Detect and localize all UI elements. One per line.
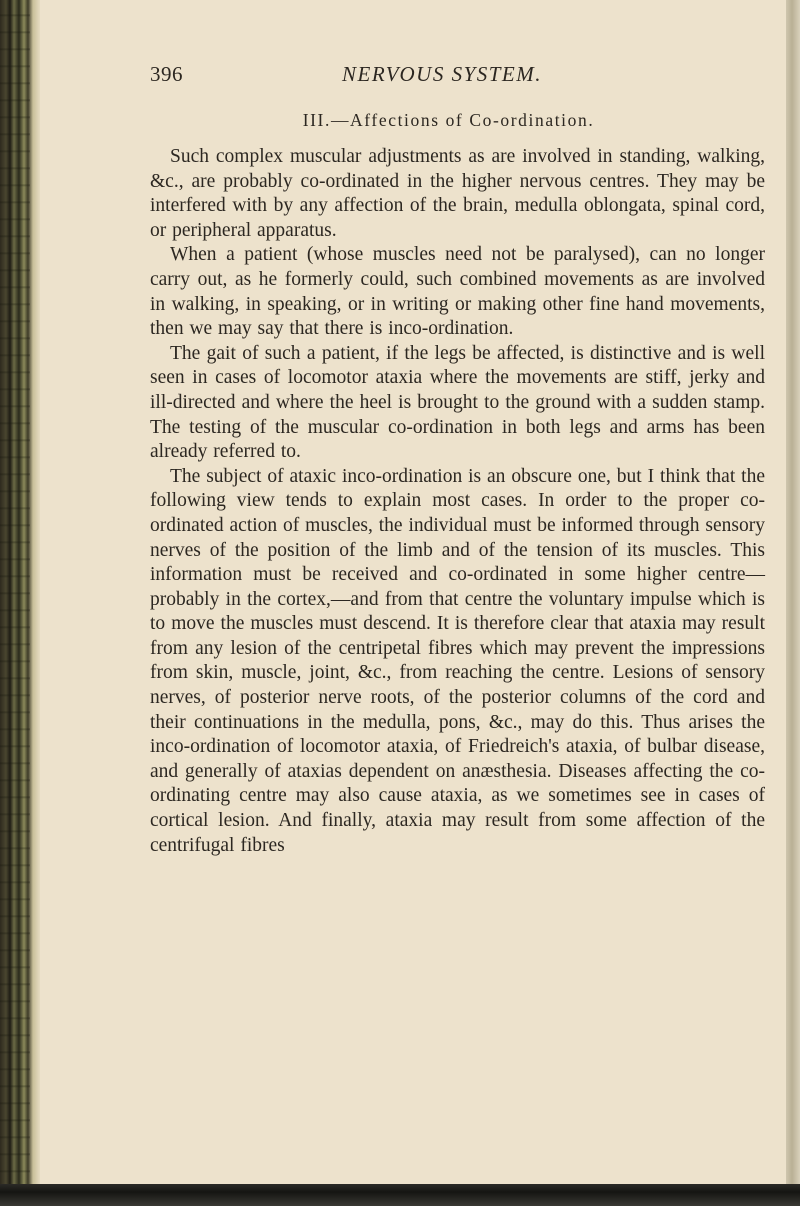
paragraph: The subject of ataxic inco-ordination is an obscure one, but I think that the following view tends to explain most cases. In order to the proper co-ordinated action of muscles, the individual must be informed through sensory nerves of the position of the limb and of the tension of its muscles. This information must be received and co-ordinated in some higher centre—probably in the cortex,—and from that centre the voluntary impulse which is to move the muscles must descend. It is therefore clear that ataxia may result from any lesion of the centripetal fibres which may prevent the impressions from skin, muscle, joint, &c., from reaching the centre. Lesions of sensory nerves, of posterior nerve roots, of the posterior columns of the cord and their continuations in the medulla, pons, &c., may do this. Thus arises the inco-ordination of locomotor ataxia, of Friedreich's ataxia, of bulbar disease, and generally of ataxias dependent on anæsthesia. Diseases affecting the co-ordinating centre may also cause ataxia, as we sometimes see in cases of cortical lesion. And finally, ataxia may result from some affection of the centrifugal fibres — [150, 465, 765, 856]
page-bottom-edge — [0, 1184, 800, 1206]
binding-texture — [0, 0, 30, 1206]
paragraph: The gait of such a patient, if the legs be affected, is distinctive and is well seen in cases of locomotor ataxia where the movements are stiff, jerky and ill-directed and where the heel is brought to the ground with a sudden stamp. The testing of the muscular co-ordination in both legs and arms has been already referred to. — [150, 342, 765, 463]
paragraph: When a patient (whose muscles need not be paralysed), can no longer carry out, as he formerly could, such combined movements as are involved in walking, in speaking, or in writing or making other fine hand movements, then we may say that there is inco-ordination. — [150, 244, 765, 340]
page-number: 396 — [150, 62, 183, 86]
paragraph: Such complex muscular adjustments as are involved in standing, walking, &c., are probably co-ordinated in the higher nervous centres. They may be interfered with by any affection of the brain, medulla oblongata, spinal cord, or peripheral apparatus. — [150, 146, 765, 241]
page-right-edge — [786, 0, 800, 1206]
section-heading: III.—Affections of Co-ordination. — [302, 110, 595, 130]
running-head — [150, 58, 765, 96]
book-page — [150, 58, 765, 858]
running-title: NERVOUS SYSTEM. — [342, 62, 542, 86]
